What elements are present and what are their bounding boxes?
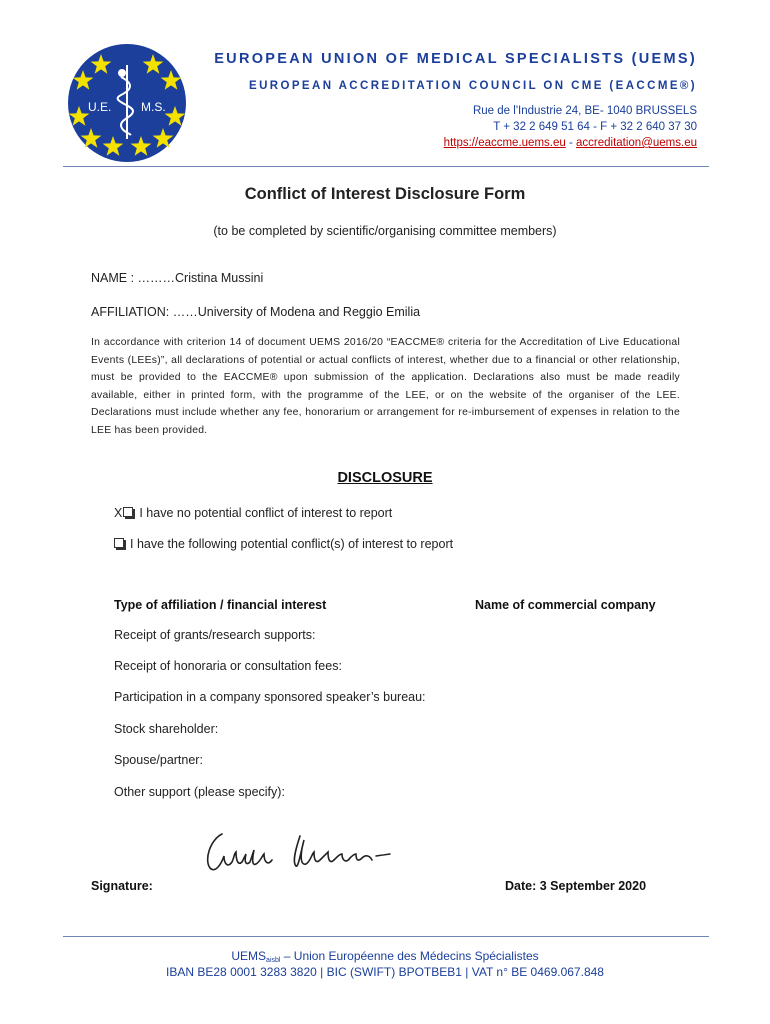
option-label: I have the following potential conflict(s) of interest to report	[130, 537, 454, 551]
form-subtitle: (to be completed by scientific/organising committee members)	[213, 224, 557, 238]
disclosure-heading: DISCLOSURE	[337, 470, 433, 486]
checkbox-icon[interactable]	[114, 538, 124, 548]
svg-text:M.S.: M.S.	[141, 100, 166, 114]
website-link[interactable]: https://eaccme.uems.eu	[443, 137, 566, 149]
uems-logo	[67, 43, 187, 163]
signature-label: Signature:	[91, 879, 153, 893]
form-title: Conflict of Interest Disclosure Form	[244, 185, 526, 203]
option-label: I have no potential conflict of interest to report	[139, 506, 393, 520]
handwritten-signature	[200, 826, 400, 880]
org-name: EUROPEAN UNION OF MEDICAL SPECIALISTS (UEMS)	[214, 51, 697, 67]
option-no-conflict[interactable]	[114, 506, 392, 520]
link-separator: -	[565, 137, 576, 149]
interest-row: Other support (please specify):	[114, 785, 285, 799]
address: Rue de l'Industrie 24, BE- 1040 BRUSSELS	[472, 105, 697, 117]
footer-org-rest: – Union Européenne des Médecins Spécialistes	[280, 949, 539, 963]
option-has-conflict[interactable]	[114, 537, 453, 551]
column-header-company: Name of commercial company	[475, 598, 656, 612]
council-name: EUROPEAN ACCREDITATION COUNCIL ON CME (EACCME®)	[249, 80, 697, 92]
column-header-type: Type of affiliation / financial interest	[114, 598, 327, 612]
interest-row: Stock shareholder:	[114, 722, 219, 736]
checkbox-icon[interactable]	[123, 507, 133, 517]
header-divider	[63, 166, 709, 167]
checked-mark: X	[114, 506, 123, 520]
signature-date: Date: 3 September 2020	[505, 879, 647, 893]
svg-text:U.E.: U.E.	[88, 100, 112, 114]
interest-row: Receipt of honoraria or consultation fees:	[114, 659, 342, 673]
footer-divider	[63, 936, 709, 937]
name-field: NAME : ………Cristina Mussini	[91, 271, 264, 285]
interest-row: Receipt of grants/research supports:	[114, 628, 316, 642]
contact-links	[444, 137, 697, 149]
interest-row: Participation in a company sponsored speaker’s bureau:	[114, 690, 426, 704]
criteria-paragraph: In accordance with criterion 14 of document UEMS 2016/20 “EACCME® criteria for the Accreditation of Live Educational Events (LEEs)”, all declarations of potential or actual conflicts of interest, whether due to a financial or other relationship, must be provided to the EACCME® upon submission of the application. Declarations also must be made readily available, either in printed form, with the programme of the LEE, or on the website of the organiser of the LEE. Declarations must include whether any fee, honorarium or arrangement for re-imbursement of expenses in relation to the LEE has been provided.	[91, 337, 680, 436]
footer-org: UEMS	[231, 949, 267, 963]
footer-org-line	[0, 949, 770, 964]
footer-org-suffix: aisbl	[266, 957, 281, 964]
affiliation-field: AFFILIATION: ……University of Modena and Reggio Emilia	[91, 305, 421, 319]
phone-fax: T + 32 2 649 51 64 - F + 32 2 640 37 30	[493, 121, 697, 133]
email-link[interactable]: accreditation@uems.eu	[576, 137, 697, 149]
interest-row: Spouse/partner:	[114, 753, 203, 767]
footer-bank-line: IBAN BE28 0001 3283 3820 | BIC (SWIFT) BPOTBEB1 | VAT n° BE 0469.067.848	[166, 965, 604, 979]
